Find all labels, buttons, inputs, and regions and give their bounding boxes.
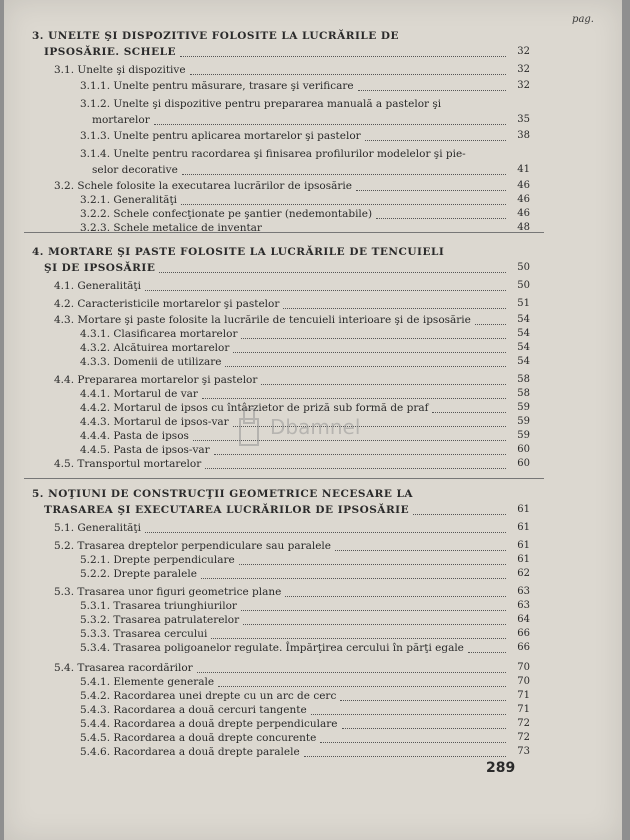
toc-entry-page: 54 — [517, 314, 530, 325]
leader-dots — [181, 203, 506, 205]
toc-entry-title: 3.1.2. Unelte şi dispozitive pentru prepararea manuală a pastelor şi — [80, 98, 442, 110]
leader-dots — [261, 383, 506, 385]
toc-entry-title: 5.4.1. Elemente generale — [80, 676, 215, 688]
leader-dots — [214, 453, 506, 455]
leader-dots — [468, 651, 506, 653]
toc-entry-page: 63 — [517, 586, 530, 597]
toc-entry — [4, 62, 622, 78]
toc-entry-page: 32 — [517, 80, 530, 91]
toc-entry-title: 4.4.1. Mortarul de var — [80, 388, 198, 400]
toc-entry-page: 54 — [517, 356, 530, 367]
toc-entry-page: 71 — [517, 704, 530, 715]
toc-entry-page: 46 — [517, 194, 530, 205]
toc-entry-page: 64 — [517, 614, 530, 625]
toc-entry-page: 50 — [517, 262, 530, 273]
toc-entry-title: 5.4.3. Racordarea a două cercuri tangente — [80, 704, 307, 716]
toc-entry-page: 59 — [517, 402, 530, 413]
toc-heading — [4, 502, 622, 518]
toc-entry-page: 61 — [517, 522, 530, 533]
toc-heading — [4, 244, 622, 260]
leader-dots — [283, 307, 506, 309]
toc-entry-title: 4.4. Prepararea mortarelor şi pastelor — [54, 374, 258, 386]
toc-entry — [4, 128, 622, 144]
leader-dots — [202, 397, 506, 399]
toc-entry-title: TRASAREA ŞI EXECUTAREA LUCRĂRILOR DE IPSOSĂRIE — [44, 504, 410, 516]
leader-dots — [154, 123, 506, 125]
toc-entry-title: 3.1.3. Unelte pentru aplicarea mortarelor şi pastelor — [80, 130, 361, 142]
toc-entry-title: 3. UNELTE ŞI DISPOZITIVE FOLOSITE LA LUCRĂRILE DE — [32, 30, 400, 42]
section-divider — [24, 478, 544, 479]
leader-dots — [358, 89, 506, 91]
toc-entry-title: 4.3. Mortare şi paste folosite la lucrările de tencuieli interioare şi de ipsosărie — [54, 314, 471, 326]
leader-dots — [211, 637, 506, 639]
toc-entry-title: 4.4.3. Mortarul de ipsos-var — [80, 416, 229, 428]
toc-entry-title: 4.4.5. Pasta de ipsos-var — [80, 444, 210, 456]
toc-entry-title: mortarelor — [92, 114, 150, 126]
leader-dots — [180, 55, 506, 57]
toc-entry — [4, 278, 622, 294]
toc-entry-title: 5.2.2. Drepte paralele — [80, 568, 197, 580]
toc-entry-page: 54 — [517, 342, 530, 353]
toc-entry-title: 5.2. Trasarea dreptelor perpendiculare sau paralele — [54, 540, 331, 552]
toc-entry-title: 3.2. Schele folosite la executarea lucrărilor de ipsosărie — [54, 180, 352, 192]
leader-dots — [413, 513, 506, 515]
toc-entry-page: 70 — [517, 662, 530, 673]
toc-entry-title: 4.4.2. Mortarul de ipsos cu întârzietor de priză sub formă de praf — [80, 402, 429, 414]
leader-dots — [304, 755, 506, 757]
toc-entry-title: 5.3. Trasarea unor figuri geometrice plane — [54, 586, 282, 598]
leader-dots — [233, 425, 506, 427]
toc-entry-title: 5.3.3. Trasarea cercului — [80, 628, 208, 640]
leader-dots — [342, 727, 506, 729]
toc-entry — [4, 456, 622, 472]
toc-entry-title: 3.2.2. Schele confecţionate pe şantier (nedemontabile) — [80, 208, 373, 220]
toc-entry — [4, 220, 622, 236]
toc-entry-title: 4.3.1. Clasificarea mortarelor — [80, 328, 238, 340]
leader-dots — [311, 713, 506, 715]
page-number: 289 — [486, 760, 516, 776]
leader-dots — [340, 699, 506, 701]
toc-entry-title: 5.1. Generalităţi — [54, 522, 142, 534]
toc-entry-title: 3.2.3. Schele metalice de inventar — [80, 222, 262, 234]
leader-dots — [241, 337, 506, 339]
leader-dots — [190, 73, 506, 75]
book-page — [4, 0, 622, 840]
leader-dots — [218, 685, 506, 687]
toc-entry-page: 54 — [517, 328, 530, 339]
toc-entry-page: 72 — [517, 732, 530, 743]
toc-entry-page: 62 — [517, 568, 530, 579]
leader-dots — [356, 189, 506, 191]
toc-entry-page: 41 — [517, 164, 530, 175]
toc-entry-page: 48 — [517, 222, 530, 233]
toc-entry-page: 46 — [517, 208, 530, 219]
toc-entry — [4, 744, 622, 760]
toc-entry-page: 61 — [517, 504, 530, 515]
leader-dots — [320, 741, 506, 743]
leader-dots — [182, 173, 506, 175]
toc-entry-page: 32 — [517, 46, 530, 57]
leader-dots — [241, 609, 506, 611]
toc-entry-page: 61 — [517, 554, 530, 565]
page-column-label: pag. — [572, 14, 594, 25]
toc-entry-title: 3.1.4. Unelte pentru racordarea şi finisarea profilurilor modelelor şi pie- — [80, 148, 466, 160]
toc-entry-page: 32 — [517, 64, 530, 75]
toc-entry-title: 4.2. Caracteristicile mortarelor şi pastelor — [54, 298, 280, 310]
toc-heading — [4, 260, 622, 276]
leader-dots — [145, 289, 506, 291]
watermark-text: Dbamnel — [270, 415, 361, 439]
toc-heading — [4, 44, 622, 60]
section-divider — [24, 232, 544, 233]
toc-entry-page: 63 — [517, 600, 530, 611]
toc-entry — [4, 78, 622, 94]
toc-entry-title: 5.4.5. Racordarea a două drepte concurente — [80, 732, 317, 744]
toc-heading — [4, 486, 622, 502]
toc-entry-title: 5. NOŢIUNI DE CONSTRUCŢII GEOMETRICE NECESARE LA — [32, 488, 414, 500]
toc-entry-page: 59 — [517, 416, 530, 427]
leader-dots — [243, 623, 506, 625]
toc-entry-page: 60 — [517, 458, 530, 469]
leader-dots — [197, 671, 506, 673]
toc-entry — [4, 112, 622, 128]
toc-entry-page: 66 — [517, 628, 530, 639]
leader-dots — [335, 549, 506, 551]
toc-entry-page: 73 — [517, 746, 530, 757]
toc-entry-page: 51 — [517, 298, 530, 309]
toc-entry-title: selor decorative — [92, 164, 178, 176]
toc-entry-title: 4.1. Generalităţi — [54, 280, 142, 292]
toc-entry-title: 5.3.2. Trasarea patrulaterelor — [80, 614, 240, 626]
toc-entry-page: 46 — [517, 180, 530, 191]
toc-entry-title: 4.5. Transportul mortarelor — [54, 458, 202, 470]
toc-entry-page: 58 — [517, 388, 530, 399]
leader-dots — [225, 365, 506, 367]
leader-dots — [159, 271, 506, 273]
toc-entry-title: 4.4.4. Pasta de ipsos — [80, 430, 189, 442]
toc-entry — [4, 520, 622, 536]
toc-entry-title: 3.1.1. Unelte pentru măsurare, trasare şi verificare — [80, 80, 354, 92]
toc-entry-title: 5.3.1. Trasarea triunghiurilor — [80, 600, 237, 612]
toc-entry-page: 38 — [517, 130, 530, 141]
toc-entry-title: 5.4.4. Racordarea a două drepte perpendiculare — [80, 718, 338, 730]
toc-entry-page: 70 — [517, 676, 530, 687]
toc-entry-title: 5.4. Trasarea racordărilor — [54, 662, 193, 674]
leader-dots — [193, 439, 506, 441]
toc-heading — [4, 28, 622, 44]
toc-entry-title: 5.4.2. Racordarea unei drepte cu un arc de cerc — [80, 690, 337, 702]
toc-entry-title: ŞI DE IPSOSĂRIE — [44, 262, 156, 274]
toc-entry — [4, 566, 622, 582]
toc-entry-page: 66 — [517, 642, 530, 653]
toc-entry-page: 50 — [517, 280, 530, 291]
toc-entry — [4, 162, 622, 178]
leader-dots — [239, 563, 506, 565]
toc-entry — [4, 640, 622, 656]
leader-dots — [475, 323, 506, 325]
toc-entry-title: IPSOSĂRIE. SCHELE — [44, 46, 176, 58]
leader-dots — [233, 351, 506, 353]
toc-entry-title: 5.3.4. Trasarea poligoanelor regulate. Împărţirea cercului în părţi egale — [80, 642, 464, 654]
toc-entry-title: 4. MORTARE ŞI PASTE FOLOSITE LA LUCRĂRILE DE TENCUIELI — [32, 246, 445, 258]
toc-entry-title: 5.4.6. Racordarea a două drepte paralele — [80, 746, 300, 758]
toc-entry-page: 72 — [517, 718, 530, 729]
leader-dots — [285, 595, 506, 597]
leader-dots — [201, 577, 506, 579]
toc-entry — [4, 146, 622, 162]
leader-dots — [432, 411, 506, 413]
toc-entry-title: 3.2.1. Generalităţi — [80, 194, 178, 206]
toc-entry-page: 60 — [517, 444, 530, 455]
toc-entry-page: 58 — [517, 374, 530, 385]
leader-dots — [376, 217, 506, 219]
toc-entry — [4, 296, 622, 312]
toc-entry — [4, 96, 622, 112]
leader-dots — [205, 467, 506, 469]
toc-entry-title: 3.1. Unelte şi dispozitive — [54, 64, 186, 76]
toc-entry-page: 35 — [517, 114, 530, 125]
toc-entry-page: 61 — [517, 540, 530, 551]
toc-entry-title: 5.2.1. Drepte perpendiculare — [80, 554, 235, 566]
leader-dots — [145, 531, 506, 533]
toc-entry-title: 4.3.2. Alcătuirea mortarelor — [80, 342, 230, 354]
leader-dots — [365, 139, 506, 141]
toc-entry — [4, 354, 622, 370]
toc-entry-page: 71 — [517, 690, 530, 701]
toc-entry-page: 59 — [517, 430, 530, 441]
toc-entry-title: 4.3.3. Domenii de utilizare — [80, 356, 222, 368]
